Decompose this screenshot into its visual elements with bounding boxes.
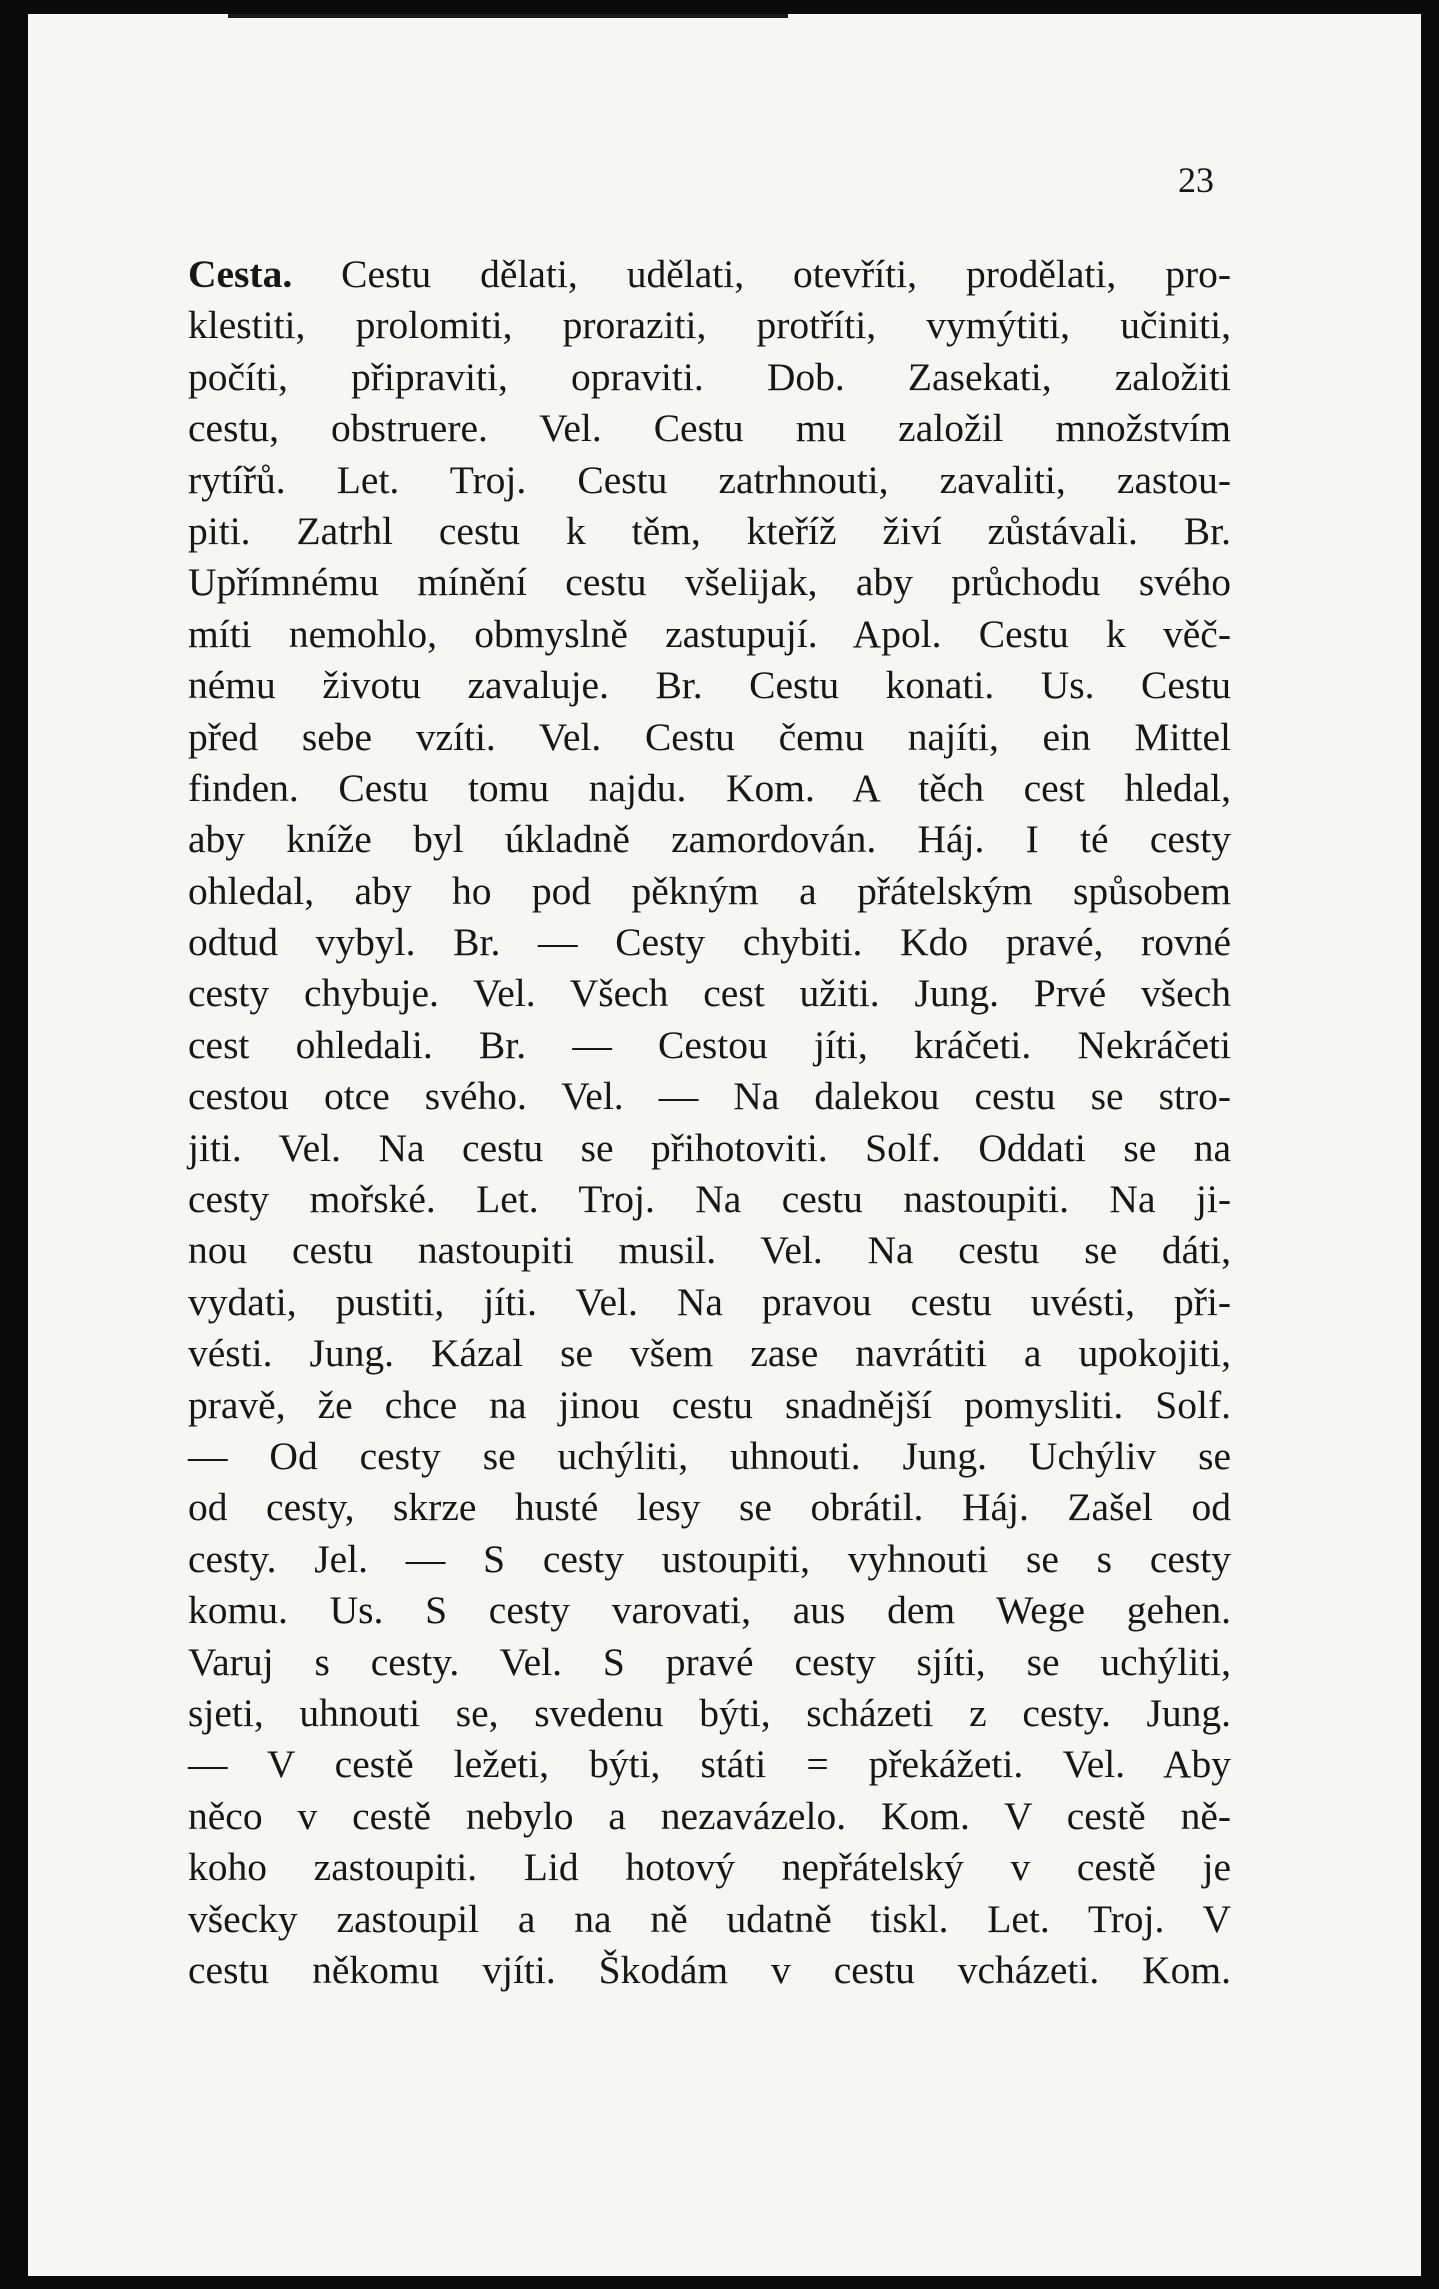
book-page — [28, 14, 1421, 2276]
entry-line-text: Cestu dělati, udělati, otevříti, prodělati, pro- — [292, 252, 1231, 296]
entry-line: komu. Us. S cesty varovati, aus dem Wege gehen. — [188, 1588, 1231, 1633]
entry-line: cesty. Jel. — S cesty ustoupiti, vyhnouti se s cesty — [188, 1536, 1231, 1581]
entry-line: nému životu zavaluje. Br. Cestu konati. Us. Cestu — [188, 663, 1231, 708]
entry-line: vésti. Jung. Kázal se všem zase navrátiti a upokojiti, — [188, 1331, 1231, 1376]
page-number: 23 — [1178, 160, 1214, 200]
entry-line: rytířů. Let. Troj. Cestu zatrhnouti, zavaliti, zastou- — [188, 457, 1231, 502]
entry-line: všecky zastoupil a na ně udatně tiskl. Let. Troj. V — [188, 1896, 1231, 1941]
entry-line: klestiti, prolomiti, proraziti, protříti, vymýtiti, učiniti, — [188, 303, 1231, 348]
entry-line: vydati, pustiti, jíti. Vel. Na pravou cestu uvésti, při- — [188, 1279, 1231, 1324]
entry-line: od cesty, skrze husté lesy se obrátil. Háj. Zašel od — [188, 1485, 1231, 1530]
entry-line: počíti, připraviti, opraviti. Dob. Zasekati, založiti — [188, 354, 1231, 399]
entry-line: cestu někomu vjíti. Škodám v cestu vcházeti. Kom. — [188, 1947, 1231, 1992]
entry-line: aby kníže byl úkladně zamordován. Háj. I té cesty — [188, 817, 1231, 862]
entry-line: pravě, že chce na jinou cestu snadnější pomysliti. Solf. — [188, 1382, 1231, 1427]
entry-line: cesty mořské. Let. Troj. Na cestu nastoupiti. Na ji- — [188, 1177, 1231, 1222]
dictionary-entry — [188, 249, 1231, 1996]
entry-line: Varuj s cesty. Vel. S pravé cesty sjíti, se uchýliti, — [188, 1639, 1231, 1684]
entry-line: — V cestě ležeti, býti, státi = překážeti. Vel. Aby — [188, 1742, 1231, 1787]
entry-line: míti nemohlo, obmyslně zastupují. Apol. Cestu k věč- — [188, 611, 1231, 656]
entry-line: finden. Cestu tomu najdu. Kom. A těch cest hledal, — [188, 765, 1231, 810]
entry-line: Upřímnému mínění cestu všelijak, aby průchodu svého — [188, 560, 1231, 605]
entry-line: cestou otce svého. Vel. — Na dalekou cestu se stro- — [188, 1074, 1231, 1119]
entry-line: ohledal, aby ho pod pěkným a přátelským spůsobem — [188, 868, 1231, 913]
entry-line: odtud vybyl. Br. — Cesty chybiti. Kdo pravé, rovné — [188, 920, 1231, 965]
entry-line: koho zastoupiti. Lid hotový nepřátelský v cestě je — [188, 1845, 1231, 1890]
entry-line: jiti. Vel. Na cestu se přihotoviti. Solf. Oddati se na — [188, 1125, 1231, 1170]
entry-line: sjeti, uhnouti se, svedenu býti, scházeti z cesty. Jung. — [188, 1690, 1231, 1735]
entry-line: před sebe vzíti. Vel. Cestu čemu najíti, ein Mittel — [188, 714, 1231, 759]
entry-line: — Od cesty se uchýliti, uhnouti. Jung. Uchýliv se — [188, 1433, 1231, 1478]
entry-line — [188, 249, 1231, 300]
entry-line: piti. Zatrhl cestu k těm, kteříž živí zůstávali. Br. — [188, 508, 1231, 553]
page-edge-mark — [228, 14, 788, 18]
entry-line: něco v cestě nebylo a nezavázelo. Kom. V cestě ně- — [188, 1793, 1231, 1838]
headword: Cesta. — [188, 252, 293, 296]
entry-line: cesty chybuje. Vel. Všech cest užiti. Jung. Prvé všech — [188, 971, 1231, 1016]
entry-line: cest ohledali. Br. — Cestou jíti, kráčeti. Nekráčeti — [188, 1022, 1231, 1067]
entry-line: nou cestu nastoupiti musil. Vel. Na cestu se dáti, — [188, 1228, 1231, 1273]
entry-line: cestu, obstruere. Vel. Cestu mu založil množstvím — [188, 406, 1231, 451]
